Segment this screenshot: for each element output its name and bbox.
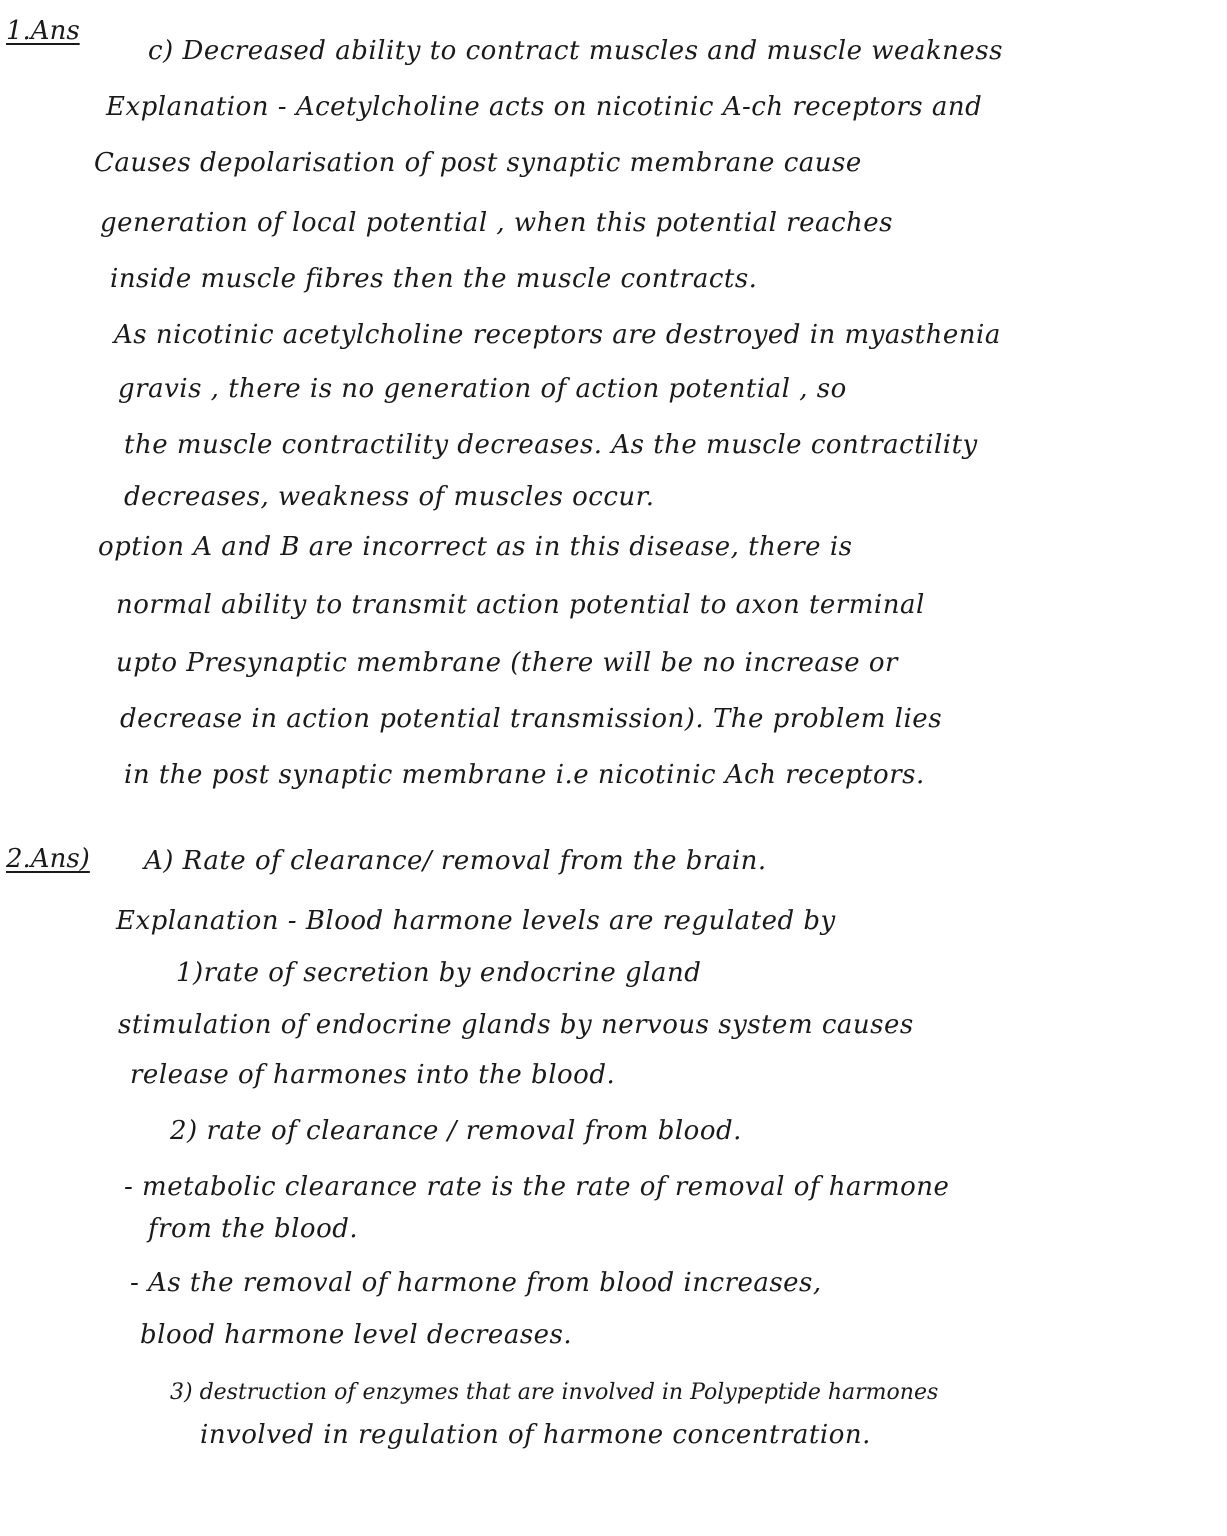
answer-2-line: blood harmone level decreases.: [140, 1320, 573, 1350]
answer-1-line: As nicotinic acetylcholine receptors are destroyed in myasthenia: [114, 320, 1001, 350]
answer-1-line: the muscle contractility decreases. As the muscle contractility: [124, 430, 978, 460]
answer-2-line: Explanation - Blood harmone levels are regulated by: [116, 906, 836, 936]
answer-2-line: 1)rate of secretion by endocrine gland: [176, 958, 702, 988]
answer-2-line: A) Rate of clearance/ removal from the brain.: [144, 846, 767, 876]
answer-1-line: Causes depolarisation of post synaptic membrane cause: [94, 148, 862, 178]
answer-2-line: from the blood.: [148, 1214, 359, 1244]
answer-1-line: in the post synaptic membrane i.e nicotinic Ach receptors.: [124, 760, 925, 790]
answer-1-label: 1.Ans: [6, 16, 80, 46]
answer-2-line: 2) rate of clearance / removal from blood.: [170, 1116, 742, 1146]
answer-1-line: gravis , there is no generation of action potential , so: [118, 374, 847, 404]
answer-2-line: 3) destruction of enzymes that are involved in Polypeptide harmones: [170, 1380, 939, 1405]
answer-1-line: decrease in action potential transmission). The problem lies: [120, 704, 943, 734]
answer-1-line: upto Presynaptic membrane (there will be no increase or: [116, 648, 898, 678]
answer-1-line: generation of local potential , when this potential reaches: [100, 208, 894, 238]
answer-1-line: normal ability to transmit action potential to axon terminal: [116, 590, 925, 620]
answer-2-line: involved in regulation of harmone concentration.: [200, 1420, 871, 1450]
answer-1-line: Explanation - Acetylcholine acts on nicotinic A-ch receptors and: [106, 92, 983, 122]
answer-1-line: c) Decreased ability to contract muscles and muscle weakness: [148, 36, 1003, 66]
answer-2-line: - metabolic clearance rate is the rate of removal of harmone: [124, 1172, 950, 1202]
answer-2-line: release of harmones into the blood.: [130, 1060, 616, 1090]
answer-2-line: - As the removal of harmone from blood increases,: [130, 1268, 822, 1298]
answer-1-line: option A and B are incorrect as in this disease, there is: [98, 532, 853, 562]
answer-2-label: 2.Ans): [6, 844, 90, 874]
answer-1-line: decreases, weakness of muscles occur.: [124, 482, 655, 512]
answer-2-line: stimulation of endocrine glands by nervous system causes: [118, 1010, 914, 1040]
answer-1-line: inside muscle fibres then the muscle contracts.: [110, 264, 758, 294]
